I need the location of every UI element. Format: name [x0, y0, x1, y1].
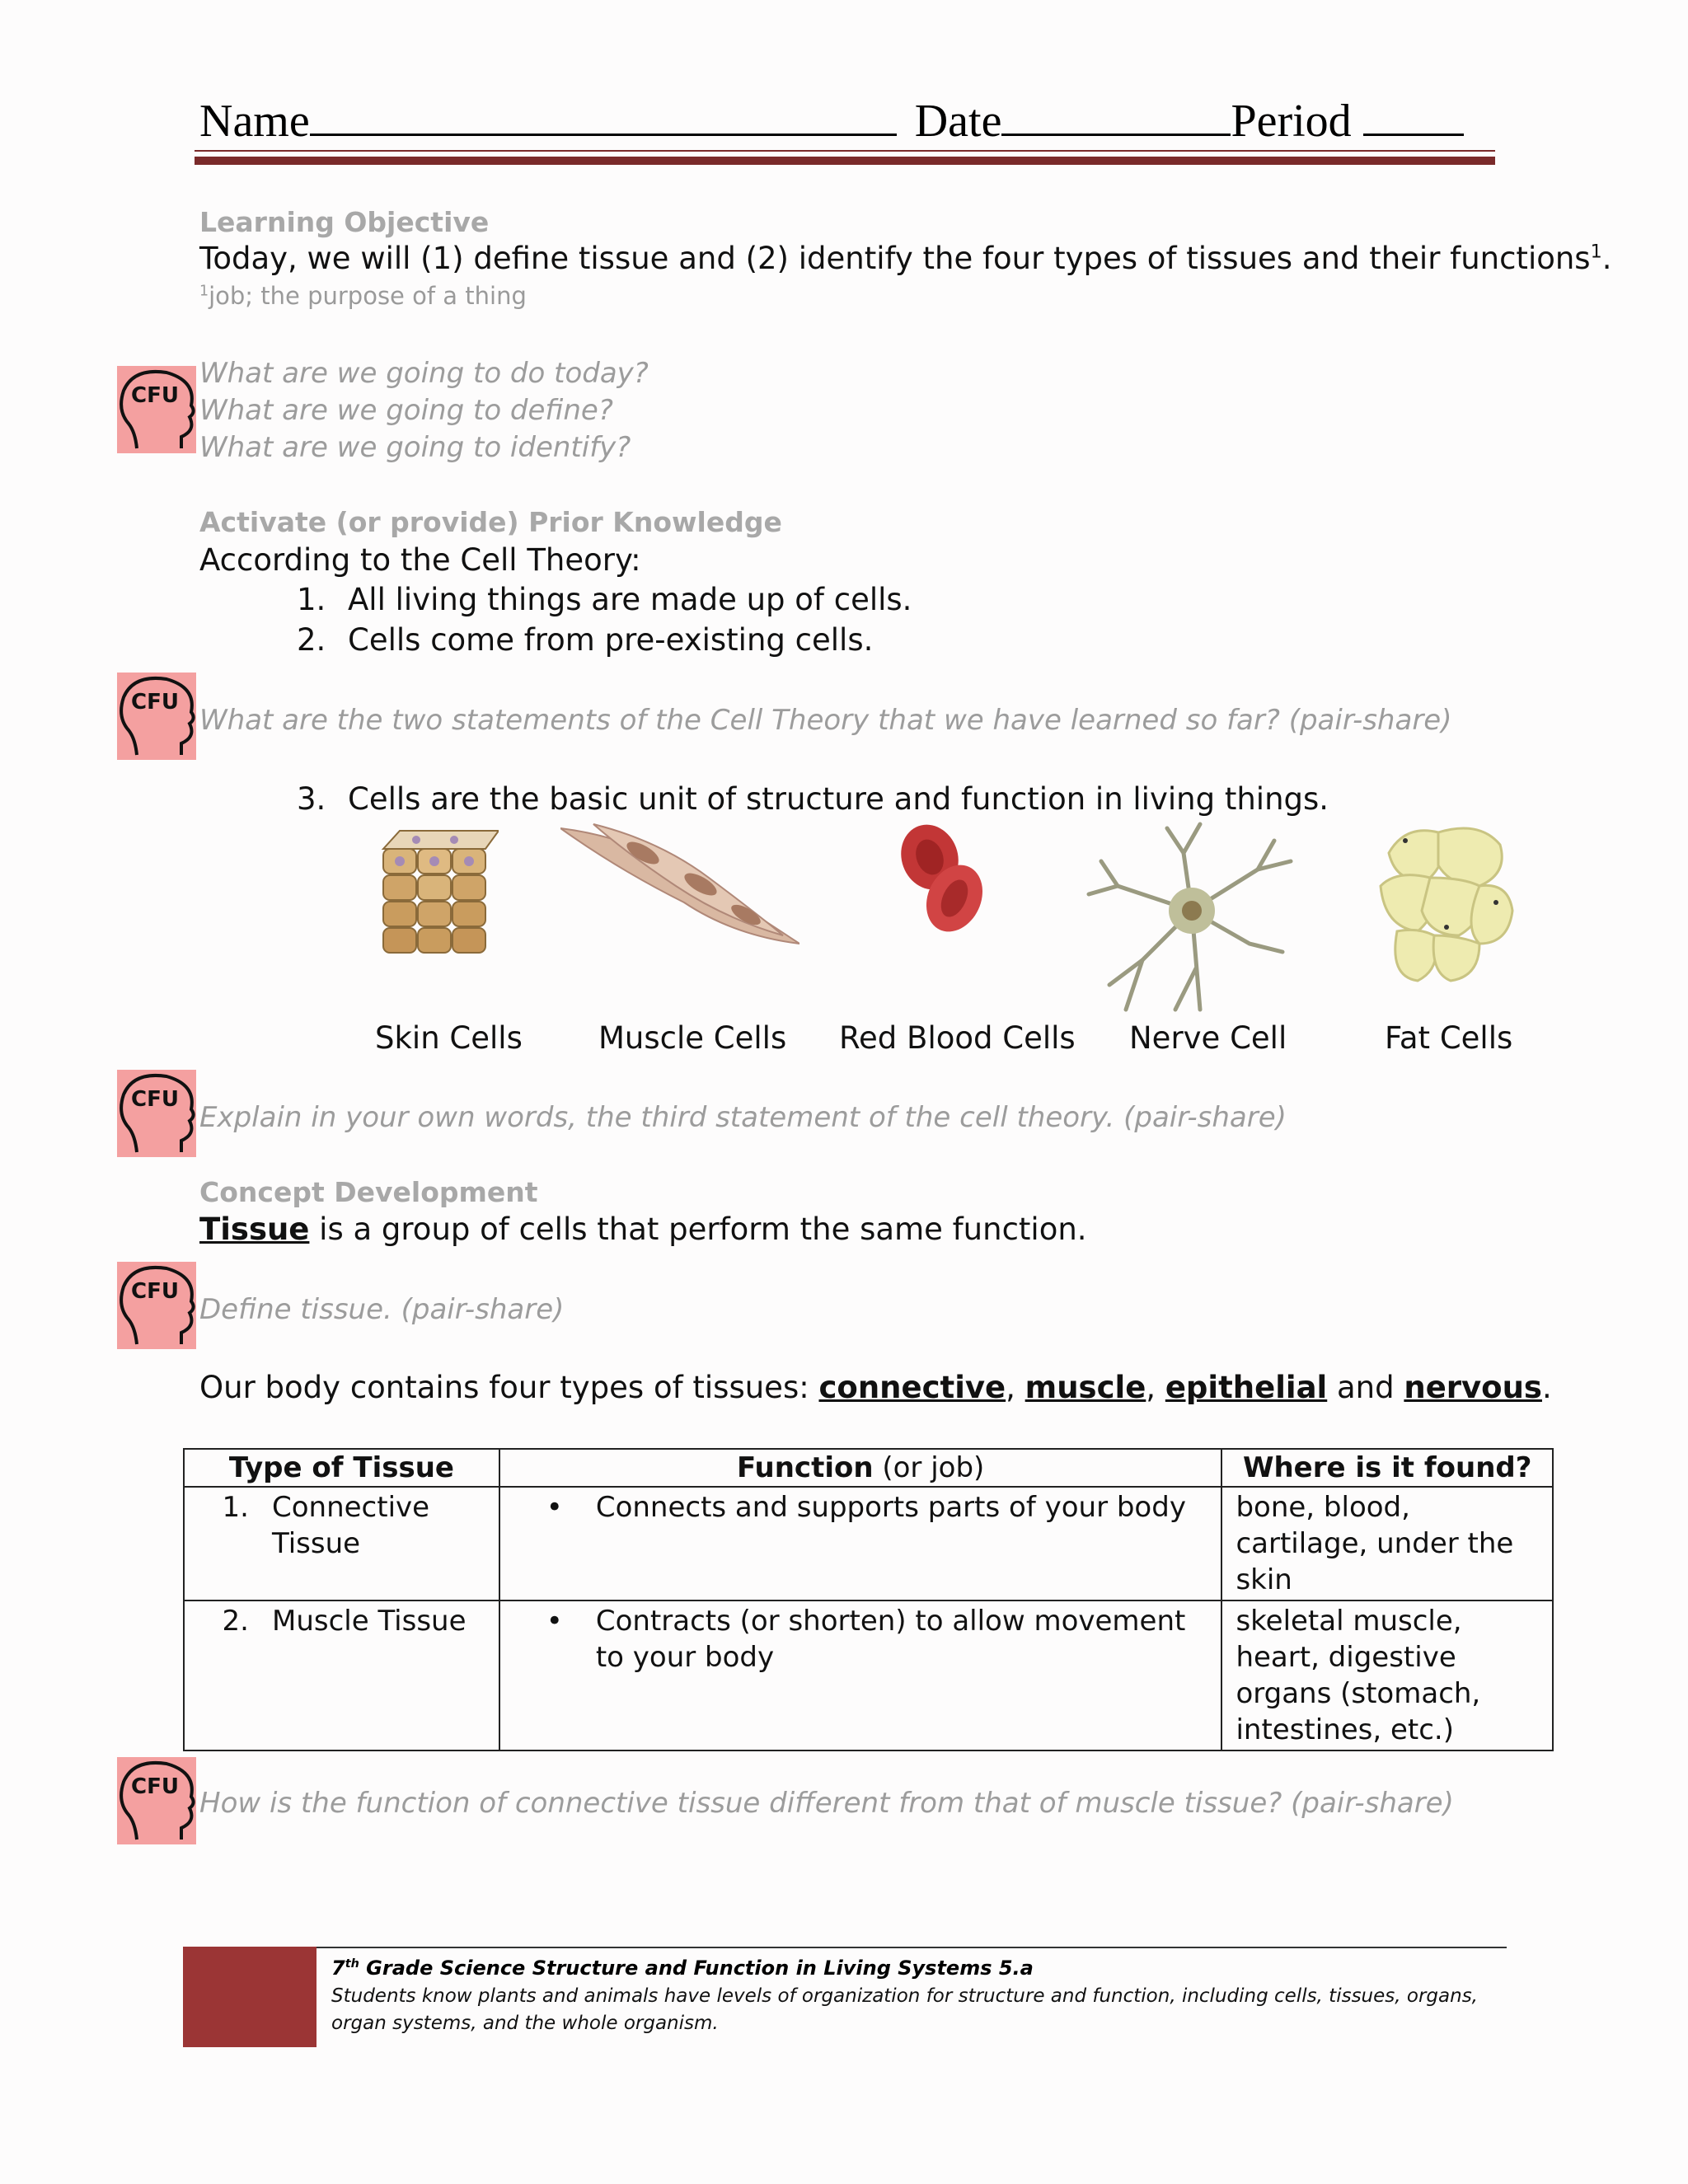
header-type: Type of Tissue: [184, 1449, 499, 1487]
item-number: 3.: [297, 781, 326, 817]
types-intro: Our body contains four types of tissues:: [199, 1370, 819, 1405]
cell-theory-item-3: [297, 781, 1329, 817]
cell-theory-item-2: [297, 622, 873, 658]
bullet: •: [546, 1605, 563, 1638]
header-function-bold: Function: [736, 1451, 874, 1484]
cfu3-question: Explain in your own words, the third statement of the cell theory. (pair-share): [199, 1101, 1287, 1134]
footnote-text: job; the purpose of a thing: [209, 282, 527, 310]
cfu-head-icon: [117, 1262, 196, 1349]
row-type-text: Muscle Tissue: [272, 1605, 467, 1638]
bullet: •: [546, 1491, 563, 1524]
period-field[interactable]: [1363, 97, 1464, 136]
cfu1-question-2: What are we going to define?: [199, 394, 613, 427]
cfu4-question: Define tissue. (pair-share): [199, 1293, 565, 1326]
header-rule-thin: [195, 150, 1495, 152]
cfu-head-icon: [117, 673, 196, 760]
cfu-icon-text: CFU: [131, 383, 179, 408]
cfu-icon-text: CFU: [131, 1279, 179, 1304]
header-function-rest: (or job): [873, 1451, 985, 1484]
footer-color-block: [183, 1947, 316, 2047]
table-row: [184, 1601, 1553, 1750]
row-number: 1.: [222, 1491, 249, 1524]
date-label: Date: [914, 96, 1002, 147]
header-where: Where is it found?: [1221, 1449, 1553, 1487]
cell-label-nerve: Nerve Cell: [1129, 1020, 1287, 1056]
footnote-mark: 1: [199, 283, 209, 300]
types-separator: and: [1327, 1370, 1404, 1405]
types-separator: ,: [1146, 1370, 1165, 1405]
cell-label-red-blood: Red Blood Cells: [839, 1020, 1076, 1056]
learning-objective-text: [199, 241, 1611, 276]
standard-title-text: Grade Science Structure and Function in Living Systems 5.a: [359, 1957, 1034, 1980]
period-label: Period: [1231, 96, 1352, 147]
cell-theory-intro: According to the Cell Theory:: [199, 542, 641, 578]
row-function-text: Connects and supports parts of your body: [595, 1491, 1186, 1524]
cell-theory-item-1: [297, 582, 912, 617]
header-fields: [199, 96, 1464, 147]
prior-knowledge-heading: Activate (or provide) Prior Knowledge: [199, 506, 782, 538]
tissue-definition-text: is a group of cells that perform the same function.: [309, 1212, 1087, 1247]
table-header-row: [184, 1449, 1553, 1487]
footer-rule: [316, 1947, 1507, 1948]
footer-standard-description: Students know plants and animals have levels of organization for structure and function, including cells, tissues, organs, organ systems, and the whole organism.: [331, 1985, 1478, 2034]
item-text: Cells are the basic unit of structure and function in living things.: [348, 781, 1329, 817]
row-function-text: Contracts (or shorten) to allow movement to your body: [595, 1605, 1186, 1674]
tissue-table: [183, 1448, 1554, 1751]
skin-cells-image: [375, 824, 499, 968]
grade-number: 7: [331, 1957, 345, 1980]
footnote: [199, 282, 527, 310]
cfu-icon-text: CFU: [131, 1774, 179, 1799]
row2-type: [184, 1601, 499, 1750]
header-rule-thick: [195, 157, 1495, 165]
fat-cells-image: [1372, 820, 1517, 985]
grade-suffix: th: [345, 1957, 359, 1971]
objective-sentence: Today, we will (1) define tissue and (2) identify the four types of tissues and their functions: [199, 241, 1591, 276]
nerve-cell-image: [1085, 820, 1299, 1018]
objective-period: .: [1601, 241, 1612, 276]
header-function: [499, 1449, 1222, 1487]
cfu5-question: How is the function of connective tissue different from that of muscle tissue? (pair-share): [199, 1787, 1454, 1820]
tissue-types-sentence: [199, 1370, 1552, 1405]
type-connective: connective: [818, 1370, 1006, 1405]
cfu-icon-text: CFU: [131, 1087, 179, 1112]
row2-function: [499, 1601, 1222, 1750]
types-separator: ,: [1006, 1370, 1025, 1405]
tissue-term: Tissue: [199, 1212, 310, 1247]
objective-footnote-mark: 1: [1590, 241, 1602, 263]
row1-type: [184, 1487, 499, 1601]
row-type-text: Connective Tissue: [272, 1491, 430, 1560]
row1-where: bone, blood, cartilage, under the skin: [1221, 1487, 1553, 1601]
red-blood-cells-image: [889, 820, 996, 940]
cfu1-question-1: What are we going to do today?: [199, 357, 649, 390]
concept-development-heading: Concept Development: [199, 1176, 538, 1208]
name-field[interactable]: [310, 97, 897, 136]
date-field[interactable]: [1001, 97, 1231, 136]
cell-label-muscle: Muscle Cells: [598, 1020, 787, 1056]
cfu-head-icon: [117, 366, 196, 453]
cfu-icon-text: CFU: [131, 690, 179, 715]
footer-standard-title: [331, 1957, 1034, 1980]
row1-function: [499, 1487, 1222, 1601]
cfu2-question: What are the two statements of the Cell Theory that we have learned so far? (pair-share): [199, 704, 1452, 737]
item-number: 1.: [297, 582, 326, 617]
type-nervous: nervous: [1404, 1370, 1542, 1405]
row2-where: skeletal muscle, heart, digestive organs (stomach, intestines, etc.): [1221, 1601, 1553, 1750]
item-number: 2.: [297, 622, 326, 658]
cell-label-skin: Skin Cells: [375, 1020, 523, 1056]
name-label: Name: [199, 96, 310, 147]
item-text: Cells come from pre-existing cells.: [348, 622, 874, 658]
type-muscle: muscle: [1025, 1370, 1146, 1405]
learning-objective-heading: Learning Objective: [199, 206, 490, 238]
cfu-head-icon: [117, 1070, 196, 1157]
cfu1-question-3: What are we going to identify?: [199, 431, 631, 464]
types-period: .: [1541, 1370, 1552, 1405]
muscle-cells-image: [560, 820, 799, 952]
row-number: 2.: [222, 1605, 249, 1638]
tissue-definition: [199, 1212, 1087, 1247]
item-text: All living things are made up of cells.: [348, 582, 912, 617]
cfu-head-icon: [117, 1757, 196, 1844]
cell-label-fat: Fat Cells: [1385, 1020, 1513, 1056]
type-epithelial: epithelial: [1165, 1370, 1328, 1405]
cfu1-questions: [199, 355, 649, 466]
table-row: [184, 1487, 1553, 1601]
